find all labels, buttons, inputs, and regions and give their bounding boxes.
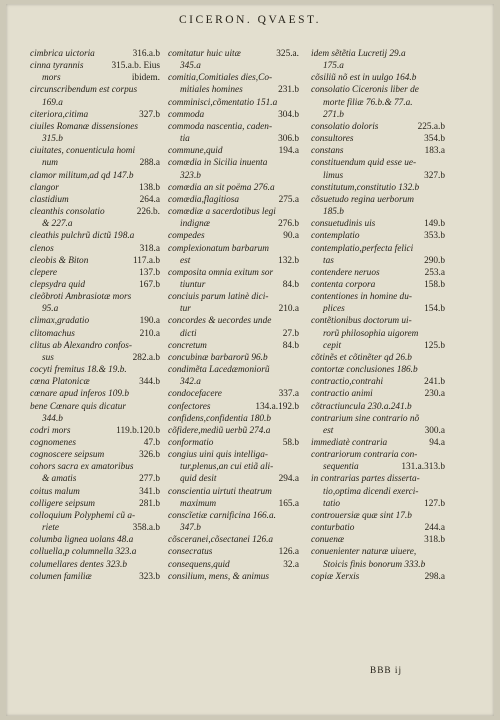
index-line: tur 210.a (180, 304, 299, 315)
index-line: conuenæ 318.b (311, 535, 445, 546)
index-line: cõsiliũ nõ est in uulgo 164.b (311, 73, 417, 84)
index-line: clamor militum,ad qd 147.b (30, 170, 134, 181)
index-line: clepsydra quid 167.b (30, 279, 160, 290)
index-line: consequens,quid 32.a (168, 559, 299, 570)
index-line: tur,plenus,an cui etiã ali- (180, 462, 274, 473)
index-line: tatio 127.b (323, 498, 445, 509)
index-line: Stoicis finis bonorum 333.b (323, 559, 426, 570)
index-line: controuersiæ quæ sint 17.b (311, 510, 412, 521)
index-line: coitus malum 341.b (30, 486, 160, 497)
index-line: colluella,p columnella 323.a (30, 547, 137, 558)
index-line: tiuntur 84.b (180, 279, 299, 290)
index-line: constituendum quid esse ue- (311, 158, 417, 169)
index-line: concordes & uecordes unde (168, 316, 272, 327)
index-line: immediatè contraria 94.a (311, 438, 445, 448)
index-line: consuetudinis uis 149.b (311, 219, 445, 230)
index-line: 345.a (180, 61, 201, 72)
index-line: idem sẽtẽtia Lucretij 29.a (311, 49, 406, 59)
index-line: tas 290.b (323, 255, 445, 266)
index-line: cognoscere seipsum 326.b (30, 450, 160, 461)
index-line: conciuis parum latinè dici- (168, 292, 269, 303)
index-line: contortæ conclusiones 186.b (311, 365, 418, 376)
index-line: cœna Platonicæ 344.b (30, 377, 160, 388)
index-line: clastidium 264.a (30, 194, 160, 205)
index-line: tia 306.b (180, 134, 299, 145)
index-line: cleathis pulchrũ dictũ 198.a (30, 231, 135, 242)
index-line: colligere seipsum 281.b (30, 498, 160, 509)
index-line: cleõbroti Ambrasiotæ mors (30, 292, 132, 303)
index-line: cohors sacra ex amatoribus (30, 462, 134, 473)
index-line: limus 327.b (323, 170, 445, 181)
index-line: 347.b (180, 523, 201, 534)
index-line: cõtinẽs et cõtinẽter qd 26.b (311, 352, 412, 363)
index-line: commoda nascentia, caden- (168, 121, 273, 132)
index-line: conscĩetiæ carnificina 166.a. (168, 510, 276, 521)
index-line: 323.b (180, 170, 201, 181)
index-line: 169.a (42, 97, 63, 108)
index-line: comœdiæ a sacerdotibus legi (168, 207, 276, 218)
index-line: comitia,Comitiales dies,Co- (168, 73, 273, 84)
index-line: riete 358.a.b (42, 523, 160, 534)
index-line: quid desit 294.a (180, 474, 299, 485)
index-column-2 (168, 48, 299, 583)
index-line: 344.b (42, 413, 63, 424)
index-line: compedes 90.a (168, 231, 299, 242)
index-line: comitatur huic uitæ 325.a. (168, 49, 299, 59)
index-line: indignæ 276.b (180, 219, 299, 230)
index-line: contractio animi 230.a (311, 389, 445, 400)
index-line: cleanthis consolatio 226.b. (30, 207, 160, 218)
index-line: clangor 138.b (30, 182, 160, 193)
index-line: num 288.a (42, 158, 160, 169)
index-line: cõsuetudo regina uerborum (311, 194, 414, 205)
signature-mark: BBB ij (370, 666, 403, 676)
index-line: comminisci,cõmentatio 151.a (168, 97, 278, 108)
index-line: concubinæ barbarorũ 96.b (168, 352, 268, 363)
index-line: clenos 318.a (30, 243, 160, 254)
book-page (6, 4, 494, 716)
index-line: 95.a (42, 304, 59, 315)
index-line: conformatio 58.b (168, 438, 299, 448)
index-line: cimbrica uictoria 316.a.b (30, 49, 160, 59)
index-line: in contrarias partes disserta- (311, 474, 420, 485)
index-line: dicti 27.b (180, 328, 299, 339)
index-line: sus 282.a.b (42, 352, 160, 363)
index-line: 271.b (323, 109, 344, 120)
index-line: clitus ab Alexandro confos- (30, 340, 132, 351)
index-line: contractio,contrahi 241.b (311, 377, 445, 388)
index-line: conuenienter naturæ uiuere, (311, 547, 417, 558)
index-line: constans 183.a (311, 146, 445, 157)
index-column-3 (311, 48, 445, 583)
index-line: codri mors 119.b.120.b (30, 425, 160, 436)
index-line: consolatio Ciceronis liber de (311, 85, 419, 96)
index-line: condimẽta Lacedæmoniorũ (168, 365, 270, 376)
index-column-1 (30, 48, 160, 583)
index-line: rorũ philosophia uigorem (323, 328, 419, 339)
index-line: est 132.b (180, 255, 299, 266)
index-line: cognomenes 47.b (30, 438, 160, 448)
index-line: contrarium sine contrario nõ (311, 413, 420, 424)
index-line: morte filiæ 76.b.& 77.a. (323, 97, 413, 108)
index-line: climax,gradatio 190.a (30, 316, 160, 327)
index-line: congius uini quis intelliga- (168, 450, 268, 461)
index-line: & amatis 277.b (42, 474, 160, 485)
index-line: cepit 125.b (323, 340, 445, 351)
index-line: contẽtionibus doctorum ui- (311, 316, 412, 327)
index-line: contrariorum contraria con- (311, 450, 418, 461)
index-line: circunscribendum est corpus (30, 85, 138, 96)
index-line: 342.a (180, 377, 201, 388)
index-line: contendere neruos 253.a (311, 267, 445, 278)
index-line: condocefacere 337.a (168, 389, 299, 400)
index-line: concretum 84.b (168, 340, 299, 351)
index-line: constitutum,constitutio 132.b (311, 182, 420, 193)
index-line: clitomachus 210.a (30, 328, 160, 339)
index-line: citeriora,citima 327.b (30, 109, 160, 120)
index-line: contemplatio,perfecta felici (311, 243, 414, 254)
index-line: sequentia 131.a.313.b (323, 462, 445, 473)
index-line: consolatio doloris 225.a.b (311, 121, 445, 132)
index-line: cinna tyrannis 315.a.b. Eius (30, 61, 160, 72)
running-header: CICERON. QVAEST. (178, 14, 322, 26)
index-line: confidens,confidentia 180.b (168, 413, 272, 424)
index-line: cleobis & Biton 117.a.b (30, 255, 160, 266)
index-line: 315.b (42, 134, 63, 145)
index-line: consultores 354.b (311, 134, 445, 145)
index-line: maximum 165.a (180, 498, 299, 509)
index-line: comœdia,flagitiosa 275.a (168, 194, 299, 205)
index-line: mitiales homines 231.b (180, 85, 299, 96)
index-line: mors ibidem. (42, 73, 160, 84)
index-line: tio,optima dicendi exerci- (323, 486, 419, 497)
index-line: bene Cœnare quis dicatur (30, 401, 126, 412)
index-line: & 227.a (42, 219, 73, 230)
index-line: composita omnia exitum sor (168, 267, 274, 278)
index-line: contentiones in homine du- (311, 292, 412, 303)
index-line: est 300.a (323, 425, 445, 436)
index-line: clepere 137.b (30, 267, 160, 278)
index-line: plices 154.b (323, 304, 445, 315)
index-line: conturbatio 244.a (311, 523, 445, 534)
index-line: columen familiæ 323.b (30, 571, 160, 582)
index-line: columba lignea uolans 48.a (30, 535, 134, 546)
index-line: cõtractiuncula 230.a.241.b (311, 401, 412, 412)
index-line: cõfidere,mediũ uerbũ 274.a (168, 425, 271, 436)
index-line: cœnare apud inferos 109.b (30, 389, 129, 400)
index-line: contenta corpora 158.b (311, 279, 445, 290)
index-line: 175.a (323, 61, 344, 72)
index-line: columellares dentes 323.b (30, 559, 127, 570)
index-line: ciuitates, conuenticula homi (30, 146, 136, 157)
index-line: commoda 304.b (168, 109, 299, 120)
index-line: complexionatum barbarum (168, 243, 269, 254)
index-line: comœdia in Sicilia inuenta (168, 158, 268, 169)
index-line: cõsceranei,cõsectanei 126.a (168, 535, 274, 546)
index-line: contemplatio 353.b (311, 231, 445, 242)
index-line: commune,quid 194.a (168, 146, 299, 157)
index-line: consecratus 126.a (168, 547, 299, 558)
index-line: confectores 134.a.192.b (168, 401, 299, 412)
index-line: conscientia uirtuti theatrum (168, 486, 272, 497)
index-line: consilium, mens, & animus (168, 571, 269, 582)
index-line: ciuiles Romanæ dissensiones (30, 121, 138, 132)
index-line: copiæ Xerxis 298.a (311, 571, 445, 582)
index-line: comœdia an sit poëma 276.a (168, 182, 275, 193)
index-line: colloquium Polyphemi cũ a- (30, 510, 136, 521)
index-line: cocyti fremitus 18.& 19.b. (30, 365, 127, 376)
index-line: 185.b (323, 207, 344, 218)
